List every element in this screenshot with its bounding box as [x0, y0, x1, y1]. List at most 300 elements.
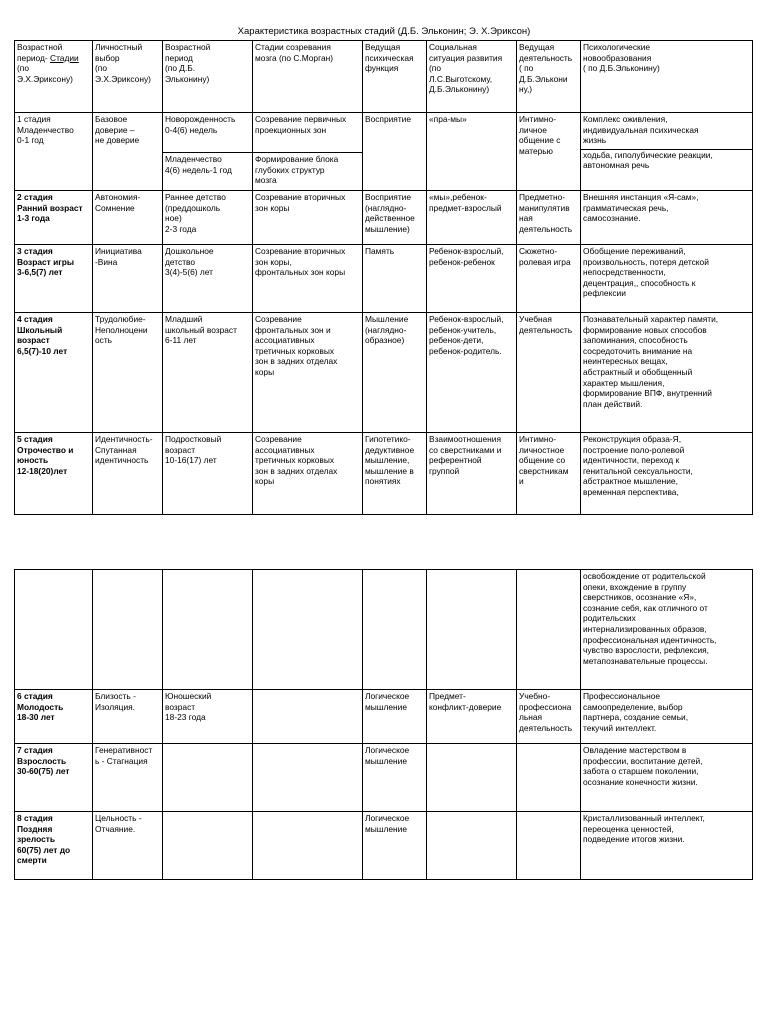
cell-text-line: автономная речь — [583, 160, 650, 171]
cell-text-line: освобождение от родительской — [583, 571, 706, 581]
cell-text-line: Предмет- — [429, 691, 466, 701]
cell-text-line: 2-3 года — [165, 223, 197, 234]
cell-text-line: 10-16(17) лет — [165, 455, 217, 466]
cell-text-line: (наглядно- — [365, 324, 407, 335]
cell-text-line: Ведущая — [519, 42, 555, 52]
choice-cell — [93, 744, 163, 812]
choice-cell — [93, 690, 163, 744]
cell-text-line: психическая — [365, 52, 414, 63]
cell-text-line: Отчаяние. — [95, 823, 136, 834]
cell-text-line: текучий интеллект. — [583, 722, 657, 733]
cell-text-line: Личностный — [95, 42, 143, 52]
cell-text-line: сознание себя, как отличного от — [583, 602, 708, 613]
cell-text-line: ( по — [519, 63, 534, 74]
cell-text-line: деятельность — [519, 324, 573, 335]
cell-text-line: Генеративност — [95, 745, 153, 755]
cell-text-line: Базовое — [95, 114, 128, 124]
cell-text-line: Память — [365, 246, 395, 256]
cell-text-line: проекционных зон — [255, 124, 327, 135]
cell-text-line: Комплекс оживления, — [583, 114, 668, 124]
cell-text-line: Сюжетно- — [519, 246, 558, 256]
cell-text-line: 6-11 лет — [165, 335, 197, 346]
cell-text-line: Созревание вторичных — [255, 192, 346, 202]
cell-text-line: Э.Х.Эриксону) — [95, 73, 151, 84]
period-cell — [163, 744, 253, 812]
cell-text-line: Взаимоотношения — [429, 434, 501, 444]
cell-text-line: Возраст игры — [17, 256, 74, 267]
cell-text-line: фронтальных зон коры — [255, 267, 346, 278]
cell-text-line: 6,5(7)-10 лет — [17, 345, 68, 356]
age-stages-table — [14, 40, 753, 515]
cell-text-line: зрелость — [17, 834, 56, 845]
cell-text-line: референтной — [429, 455, 482, 466]
activity-cell — [517, 690, 581, 744]
cell-text-line: 5 стадия — [17, 434, 53, 444]
activity-cell — [517, 113, 581, 191]
cell-text-line: 18-30 лет — [17, 712, 55, 723]
function-cell — [363, 570, 427, 690]
period-cell — [163, 433, 253, 515]
cell-text-line: 6 стадия — [17, 691, 53, 701]
table-row — [15, 433, 753, 515]
cell-text-line: Автономия- — [95, 192, 141, 202]
cell-text-line: ну,) — [519, 84, 533, 95]
cell-text-line: мышление в — [365, 465, 414, 476]
cell-text-line: Дошкольное — [165, 246, 214, 256]
cell-text-line: зон в задних отделах — [255, 465, 338, 476]
cell-text-line: 1 стадия — [17, 114, 51, 124]
cell-text-line: новообразования — [583, 52, 652, 63]
cell-text-line: (по Д.Б. — [165, 63, 196, 74]
cell-text-line: индивидуальная психическая — [583, 124, 699, 135]
cell-text-line: общение с — [519, 135, 561, 146]
choice-cell — [93, 313, 163, 433]
choice-cell — [93, 113, 163, 191]
cell-text-line: зон коры, — [255, 256, 292, 267]
table-row — [15, 313, 753, 433]
cell-text-line: Гипотетико- — [365, 434, 411, 444]
cell-text-line: 12-18(20)лет — [17, 465, 68, 476]
cell-text-line: (по — [95, 63, 107, 74]
cell-text-line: Профессиональное — [583, 691, 661, 701]
table-row — [15, 690, 753, 744]
cell-text-line: Овладение мастерством в — [583, 745, 687, 755]
cell-text-line: Инициатива — [95, 246, 142, 256]
cell-text-line: ролевая игра — [519, 256, 571, 267]
social-cell — [427, 245, 517, 313]
cell-text-line: Д.Б.Эльконину) — [429, 84, 490, 95]
newform-cell — [581, 570, 753, 690]
cell-text-line: Л.С.Выготскому, — [429, 73, 493, 84]
cell-text-line: переоценка ценностей, — [583, 823, 674, 834]
cell-text-line: личностное — [519, 444, 565, 455]
stage-cell — [15, 191, 93, 245]
cell-text-line: чувство взрослости, рефлексия, — [583, 645, 710, 656]
function-cell — [363, 433, 427, 515]
brain-cell — [253, 812, 363, 880]
cell-text-line: зон в задних отделах — [255, 356, 338, 367]
cell-text-line: льная — [519, 712, 543, 723]
cell-text-line: «мы»,ребенок- — [429, 192, 487, 202]
cell-text-line: период — [165, 52, 193, 63]
stage-cell — [15, 113, 93, 191]
cell-text-line: общение со — [519, 455, 566, 466]
cell-text-line: деятельность — [519, 223, 573, 234]
function-cell — [363, 313, 427, 433]
activity-cell — [517, 570, 581, 690]
cell-text-line: профессиональная идентичность, — [583, 634, 717, 645]
choice-cell — [93, 812, 163, 880]
cell-text-line: 30-60(75) лет — [17, 766, 70, 777]
cell-text-line: формирование новых способов — [583, 324, 707, 335]
newform-cell — [581, 245, 753, 313]
stage-cell — [15, 433, 93, 515]
cell-text-line: манипулятив — [519, 202, 570, 213]
cell-text-line: самоопределение, выбор — [583, 701, 683, 712]
activity-cell — [517, 812, 581, 880]
cell-text-line: со сверстниками и — [429, 444, 502, 455]
cell-text-line: Идентичность- — [95, 434, 153, 444]
cell-text-line: (по — [429, 63, 441, 74]
cell-text-line: 1-3 года — [17, 213, 50, 224]
cell-text-line: непосредственности, — [583, 267, 666, 278]
brain-cell — [253, 570, 363, 690]
cell-text-line: опеки, вхождение в группу — [583, 581, 687, 592]
cell-text-line: (преддошколь — [165, 202, 221, 213]
cell-text-line: 3(4)-5(6) лет — [165, 267, 214, 278]
social-cell — [427, 690, 517, 744]
brain-cell — [253, 191, 363, 245]
header-elkonin-period — [163, 41, 253, 113]
cell-text-line: группой — [429, 465, 460, 476]
table-row — [15, 191, 753, 245]
cell-text-line: формирование ВПФ, внутренний — [583, 388, 712, 399]
cell-text-line: партнера, создание семьи, — [583, 712, 689, 723]
social-cell — [427, 744, 517, 812]
brain-cell — [253, 245, 363, 313]
cell-text-line: забота о старшем поколении, — [583, 766, 699, 777]
cell-text-line: действенное — [365, 213, 415, 224]
cell-text-line: третичных корковых — [255, 455, 335, 466]
cell-text-line: ное) — [165, 213, 182, 224]
header-social-situation — [427, 41, 517, 113]
cell-text-line: функция — [365, 63, 399, 74]
cell-text-line: Познавательный характер памяти, — [583, 314, 719, 324]
brain-cell — [253, 113, 363, 153]
activity-cell — [517, 433, 581, 515]
cell-text-line: самосознание. — [583, 213, 641, 224]
cell-text-line: Трудолюбие- — [95, 314, 146, 324]
cell-text-line: ( по Д.Б.Эльконину) — [583, 63, 660, 74]
cell-text-line: Логическое — [365, 813, 410, 823]
stage-cell — [15, 744, 93, 812]
table-row — [15, 812, 753, 880]
cell-text-line: Интимно- — [519, 114, 556, 124]
age-stages-table-continued — [14, 569, 753, 880]
period-cell — [163, 153, 253, 191]
cell-text-line: 0-4(6) недель — [165, 124, 218, 135]
cell-text-line: профессиона — [519, 701, 572, 712]
cell-text-line: осознание конечности жизни. — [583, 776, 698, 787]
period-cell — [163, 812, 253, 880]
period-cell — [163, 245, 253, 313]
table-row — [15, 113, 753, 153]
cell-text-line: мышление) — [365, 223, 410, 234]
cell-text-line: идентичность — [95, 455, 149, 466]
cell-text-line: 18-23 года — [165, 712, 206, 723]
table-row — [15, 744, 753, 812]
cell-text-line: ходьба, гиполубические реакции, — [583, 149, 713, 160]
cell-text-line: ребенок-родитель. — [429, 345, 502, 356]
newform-cell — [581, 433, 753, 515]
cell-text-line: ь - Стагнация — [95, 755, 148, 766]
cell-text-line: Формирование блока — [255, 154, 339, 164]
cell-text-line: Младший — [165, 314, 203, 324]
cell-text-line: Новорожденность — [165, 114, 236, 124]
social-cell — [427, 570, 517, 690]
table-row — [15, 245, 753, 313]
cell-text-line: Кристаллизованный интеллект, — [583, 813, 705, 823]
cell-text-line: школьный возраст — [165, 324, 237, 335]
cell-text-line: абстрактный и обобщенный — [583, 366, 693, 377]
cell-text-line: мышление, — [365, 455, 410, 466]
social-cell — [427, 433, 517, 515]
cell-text-line: (наглядно- — [365, 202, 407, 213]
cell-text-line: и — [519, 476, 524, 487]
cell-text-line: неинтересных вещах, — [583, 356, 668, 367]
cell-text-line: сверстникам — [519, 465, 569, 476]
cell-text-line: мышление — [365, 755, 408, 766]
cell-text-line: мышление — [365, 823, 408, 834]
cell-text-line: Эльконину) — [165, 73, 210, 84]
social-cell — [427, 812, 517, 880]
cell-text-line: родительских — [583, 613, 636, 624]
cell-text-line: Юношеский — [165, 691, 212, 701]
cell-text-line: не доверие — [95, 135, 140, 146]
cell-text-line: коры — [255, 366, 275, 377]
stage-cell — [15, 812, 93, 880]
cell-text-line: зон коры — [255, 202, 290, 213]
cell-text-line: сверстников, осознание «Я», — [583, 592, 697, 603]
cell-text-line: возраст — [165, 701, 196, 712]
cell-text-line: мозга — [255, 175, 277, 186]
cell-text-line: Созревание — [255, 314, 302, 324]
cell-text-line: абстрактное мышление, — [583, 476, 678, 487]
activity-cell — [517, 744, 581, 812]
choice-cell — [93, 570, 163, 690]
function-cell — [363, 245, 427, 313]
cell-text-line: Социальная — [429, 42, 477, 52]
cell-text-line: Реконструкция образа-Я, — [583, 434, 682, 444]
newform-cell — [581, 191, 753, 245]
brain-cell — [253, 433, 363, 515]
cell-text-line: подведение итогов жизни. — [583, 834, 685, 845]
cell-text-line: ситуация развития — [429, 52, 503, 63]
cell-text-line: 0-1 год — [17, 135, 44, 146]
cell-text-line: генитальной сексуальности, — [583, 465, 693, 476]
header-leading-activity — [517, 41, 581, 113]
cell-text-line: Интимно- — [519, 434, 556, 444]
cell-text-line: Созревание — [255, 434, 302, 444]
cell-text-line: личное — [519, 124, 547, 135]
cell-text-line: Ведущая — [365, 42, 401, 52]
cell-text-line: матерью — [519, 145, 553, 156]
cell-text-line: Раннее детство — [165, 192, 226, 202]
header-age-period: Возрастной период- Стадии (по Э.Х.Эриксону) — [15, 41, 93, 113]
cell-text-line: Стадии созревания — [255, 42, 331, 52]
cell-text-line: 2 стадия — [17, 192, 53, 202]
stage-cell — [15, 245, 93, 313]
cell-text-line: Спутанная — [95, 444, 137, 455]
function-cell — [363, 191, 427, 245]
brain-cell — [253, 153, 363, 191]
cell-text-line: Предметно- — [519, 192, 566, 202]
brain-cell — [253, 744, 363, 812]
stage-cell — [15, 690, 93, 744]
cell-text-line: Взрослость — [17, 755, 67, 766]
newform-cell — [581, 113, 753, 191]
cell-text-line: ребенок-дети, — [429, 335, 484, 346]
header-brain-maturation — [253, 41, 363, 113]
cell-text-line: 4(6) недель-1 год — [165, 164, 232, 175]
cell-text-line: Отрочество и — [17, 444, 74, 455]
cell-text-line: идентичности, переход к — [583, 455, 680, 466]
cell-text-line: смерти — [17, 855, 47, 866]
cell-text-line: юность — [17, 455, 49, 466]
cell-text-line: «пра-мы» — [429, 114, 467, 124]
cell-text-line: Возрастной — [165, 42, 211, 52]
period-cell — [163, 570, 253, 690]
social-cell — [427, 113, 517, 191]
header-row — [15, 41, 753, 113]
activity-cell — [517, 245, 581, 313]
cell-text-line: запоминания, способность — [583, 335, 688, 346]
cell-text-line: возраст — [17, 335, 50, 346]
cell-text-line: деятельность — [519, 52, 573, 63]
function-cell — [363, 113, 427, 191]
activity-cell — [517, 191, 581, 245]
period-cell — [163, 113, 253, 153]
cell-text-line: Обобщение переживаний, — [583, 246, 686, 256]
cell-text-line: Неполноцени — [95, 324, 148, 335]
cell-text-line: 8 стадия — [17, 813, 53, 823]
cell-text-line: Близость - — [95, 691, 136, 701]
header-leading-function — [363, 41, 427, 113]
stage-cell — [15, 313, 93, 433]
choice-cell — [93, 245, 163, 313]
cell-text-line: третичных корковых — [255, 345, 335, 356]
cell-text-line: 7 стадия — [17, 745, 53, 755]
function-cell — [363, 812, 427, 880]
cell-text-line: ная — [519, 213, 533, 224]
cell-text-line: Сомнение — [95, 202, 135, 213]
cell-text-line: глубоких структур — [255, 164, 325, 175]
cell-text-line: Поздняя — [17, 823, 53, 834]
cell-text-line: Созревание вторичных — [255, 246, 346, 256]
cell-text-line: грамматическая речь, — [583, 202, 669, 213]
cell-text-line: образное) — [365, 335, 405, 346]
cell-text-line: мозга (по С.Морган) — [255, 52, 334, 63]
cell-text-line: дедуктивное — [365, 444, 415, 455]
brain-cell — [253, 313, 363, 433]
cell-text-line: Цельность - — [95, 813, 142, 823]
cell-text-line: Внешняя инстанция «Я-сам», — [583, 192, 699, 202]
cell-text-line: ость — [95, 335, 113, 346]
newform-cell — [581, 313, 753, 433]
cell-text-line: сосредоточить внимание на — [583, 345, 693, 356]
header-personal-choice — [93, 41, 163, 113]
cell-text-line: временная перспектива, — [583, 486, 679, 497]
cell-text-line: Восприятие — [365, 192, 412, 202]
period-cell — [163, 690, 253, 744]
cell-text-line: деятельность — [519, 722, 573, 733]
cell-text-line: -Вина — [95, 256, 118, 267]
cell-text-line: Учебно- — [519, 691, 551, 701]
cell-text-line: Ребенок-взрослый, — [429, 246, 504, 256]
cell-text-line: 3-6,5(7) лет — [17, 267, 63, 278]
cell-text-line: жизнь — [583, 135, 607, 146]
cell-text-line: выбор — [95, 52, 120, 63]
cell-text-line: мышление — [365, 701, 408, 712]
cell-text-line: план действий. — [583, 398, 643, 409]
social-cell — [427, 313, 517, 433]
cell-text-line: предмет-взрослый — [429, 202, 502, 213]
cell-text-line: понятиях — [365, 476, 401, 487]
cell-text-line: фронтальных зон и — [255, 324, 331, 335]
cell-text-line: Созревание первичных — [255, 114, 347, 124]
cell-text-line: метапознавательные процессы. — [583, 655, 708, 666]
newform-cell — [581, 744, 753, 812]
cell-text-line: доверие – — [95, 124, 135, 135]
function-cell — [363, 744, 427, 812]
cell-text-line: построение поло-ролевой — [583, 444, 685, 455]
cell-text-line: конфликт-доверие — [429, 701, 502, 712]
cell-text-line: 4 стадия — [17, 314, 53, 324]
newform-cell — [581, 812, 753, 880]
stage-cell — [15, 570, 93, 690]
cell-text-line: Школьный — [17, 324, 63, 335]
cell-text-line: Ранний возраст — [17, 202, 83, 213]
table-row — [15, 570, 753, 690]
cell-text-line: 60(75) лет до — [17, 844, 71, 855]
cell-text-line: Изоляция. — [95, 701, 135, 712]
cell-text-line: профессии, воспитание детей, — [583, 755, 703, 766]
period-cell — [163, 313, 253, 433]
cell-text-line: характер мышления, — [583, 377, 665, 388]
cell-text-line: Учебная — [519, 314, 552, 324]
function-cell — [363, 690, 427, 744]
cell-text-line: Д.Б.Элькони — [519, 73, 568, 84]
newform-cell — [581, 690, 753, 744]
cell-text-line: Логическое — [365, 745, 410, 755]
cell-text-line: детство — [165, 256, 196, 267]
cell-text-line: ребенок-учитель, — [429, 324, 497, 335]
cell-text-line: Младенчество — [17, 124, 74, 135]
cell-text-line: Мышление — [365, 314, 409, 324]
cell-text-line: Восприятие — [365, 114, 412, 124]
cell-text-line: рефлексии — [583, 288, 626, 299]
cell-text-line: Логическое — [365, 691, 410, 701]
cell-text-line: ассоциативных — [255, 444, 315, 455]
cell-text-line: интернализированных образов, — [583, 623, 707, 634]
cell-text-line: произвольность, потеря детской — [583, 256, 709, 267]
period-cell — [163, 191, 253, 245]
header-neoformations — [581, 41, 753, 113]
cell-text-line: Младенчество — [165, 154, 222, 164]
choice-cell — [93, 191, 163, 245]
choice-cell — [93, 433, 163, 515]
cell-text-line: возраст — [165, 444, 196, 455]
